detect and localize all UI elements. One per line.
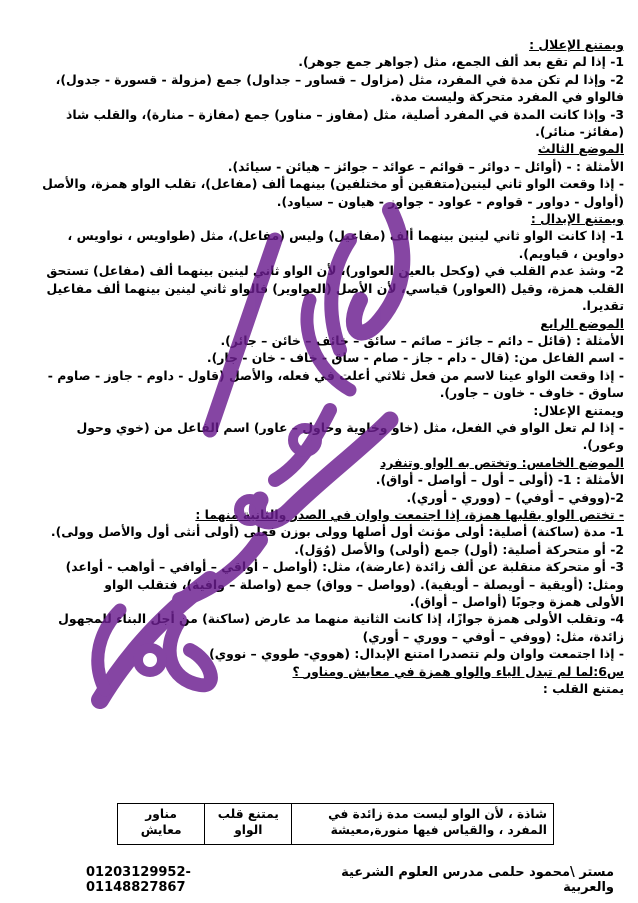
text-line: 3- وإذا كانت المدة في المفرد أصلية، مثل (مفاوز – مناور) جمع (مفازة – منارة)، والقلب شاذ [66, 106, 624, 122]
text-line: الأمثلة : 1- (أولى – أول – أواصل - أواق). [375, 472, 624, 488]
text-line: وعور). [582, 437, 624, 453]
section-heading: الموضع الرابع [540, 315, 624, 331]
text-line: ساوق - خاوف - خاون – جاور). [439, 385, 624, 401]
text-line: 1- إذا لم تقع بعد ألف الجمع، مثل (جواهر جمع جوهر). [298, 54, 624, 70]
text-line: (أواول - دواور - قواوم - عواود - جواوز - هياون – سياود). [276, 193, 624, 209]
text-line: فالواو في المفرد متحركة وليست مدة. [390, 89, 624, 105]
text-line: - اسم الفاعل من: (قال - دام - جاز - صام - ساق - خاف - خان - جار). [206, 350, 624, 366]
text-line: 4- وتقلب الأولى همزة جوازًا، إذا كانت الثانية منهما مد عارض (ساكنة) من أجل البناء للمجهول [58, 611, 624, 627]
section-heading: س6:لما لم تبدل الياء والواو همزة في معايش ومناور ؟ [292, 663, 624, 679]
text-line: 2- وشذ عدم القلب في (وكحل بالعين العواور)، لأن الواو ثاني لينين بينهما ألف (مفاعل) تستحق [46, 263, 624, 279]
text-line: تقديرا. [581, 298, 624, 314]
text-line: 1- مدة (ساكنة) أصلية: أولى مؤنث أول أصلها وولى بوزن فعلى (أولى أنثى أول والأصل وولى). [50, 524, 624, 540]
text-line: دواوين ، قياويم). [518, 245, 624, 261]
text-line: - إذا وقعت الواو عينا لاسم من فعل ثلاثي أعلت في فعله، والأصل (قاول - داوم - جاوز - صاوم - [47, 367, 624, 383]
text-line: - إذا وقعت الواو ثاني لينين(متفقين أو مختلفين) بينهما ألف (مفاعل)، تقلب الواو همزة، والأصل [42, 176, 624, 192]
footer-phones: 01203129952-01148827867 [86, 865, 191, 895]
text-line: الأمثلة : (قائل – دائم – جائز – صائم – سائق – خائف – خائن – جائر). [220, 332, 624, 348]
section-heading: الموضع الخامس: وتختص به الواو وتنفرد [379, 454, 624, 470]
table-cell-reason: شاذة ، لأن الواو ليست مدة زائدة في المفرد ، والقياس فيها منورة,معيشة [292, 804, 554, 845]
text-line: ومثل: (أويقية – أويصلة – أويفية). (وواصل – وواق) جمع (واصلة – وافية)، فتقلب الواو [104, 576, 624, 592]
table-cell-words: مناور معايش [118, 804, 205, 845]
text-line: - إذا لم تعل الواو في الفعل، مثل (خاو وخاوية وحاول – عاور) اسم الفاعل من (خوي وحول [76, 419, 624, 435]
text-line: 3- أو متحركة منقلبة عن ألف زائدة (عارضة)، مثل: (أواصل – أواقي – أوافي – أواهب - أواعد) [65, 559, 624, 575]
table-cell-rule: يمتنع قلب الواو [205, 804, 292, 845]
section-heading: ويمتنع الإعلال : [529, 37, 624, 52]
text-line: يمتنع القلب : [542, 681, 624, 697]
text-line: ويمتنع الإعلال: [533, 402, 624, 418]
text-line: القلب همزة، وقيل (العواور) قياسي، لأن الأصل (العواوير) فالواو ثاني لينين بينهما ألف مفاعيل [46, 280, 624, 296]
document-body [14, 36, 624, 697]
text-line: 2- وإذا لم تكن مدة في المفرد، مثل (مزاول – قساور – جداول) جمع (مزولة - قسورة - جدول)، [55, 71, 624, 87]
text-line: 2-(ووفي – أوفي) – (ووري - أوري). [406, 489, 624, 505]
text-line: الأولى همزة وجوبًا (أواصل – أواق). [409, 594, 624, 609]
section-heading: - تختص الواو بقلبها همزة، إذا اجتمعت واوان في الصدر والثانية منهما : [195, 506, 624, 522]
footer-author: مستر \محمود حلمى مدرس العلوم الشرعية والعربية [341, 865, 614, 895]
text-line: 1- إذا كانت الواو ثاني لينين بينهما ألف (مفاعيل) وليس (مفاعل)، مثل (طواويس ، نواويس ، [67, 228, 624, 244]
section-heading: ويمتنع الإبدال : [530, 211, 624, 227]
section-heading: الموضع الثالث [537, 141, 624, 157]
answer-table [117, 803, 554, 845]
page-footer [86, 865, 614, 895]
text-line: الأمثلة : - (أوائل – دوائر – قوائم – عوائد – جوائز – هيائن - سيائد). [227, 158, 624, 174]
text-line: زائدة، مثل: (ووفي – أوفي – ووري – أوري) [362, 628, 624, 644]
text-line: - إذا اجتمعت واوان ولم تتصدرا امتنع الإبدال: (هووي- طووي – نووي) [209, 646, 624, 662]
text-line: (مفائز- منائر). [535, 124, 624, 140]
text-line: 2- أو متحركة أصلية: (أول) جمع (أولى) والأصل (وُوَل). [294, 541, 624, 557]
